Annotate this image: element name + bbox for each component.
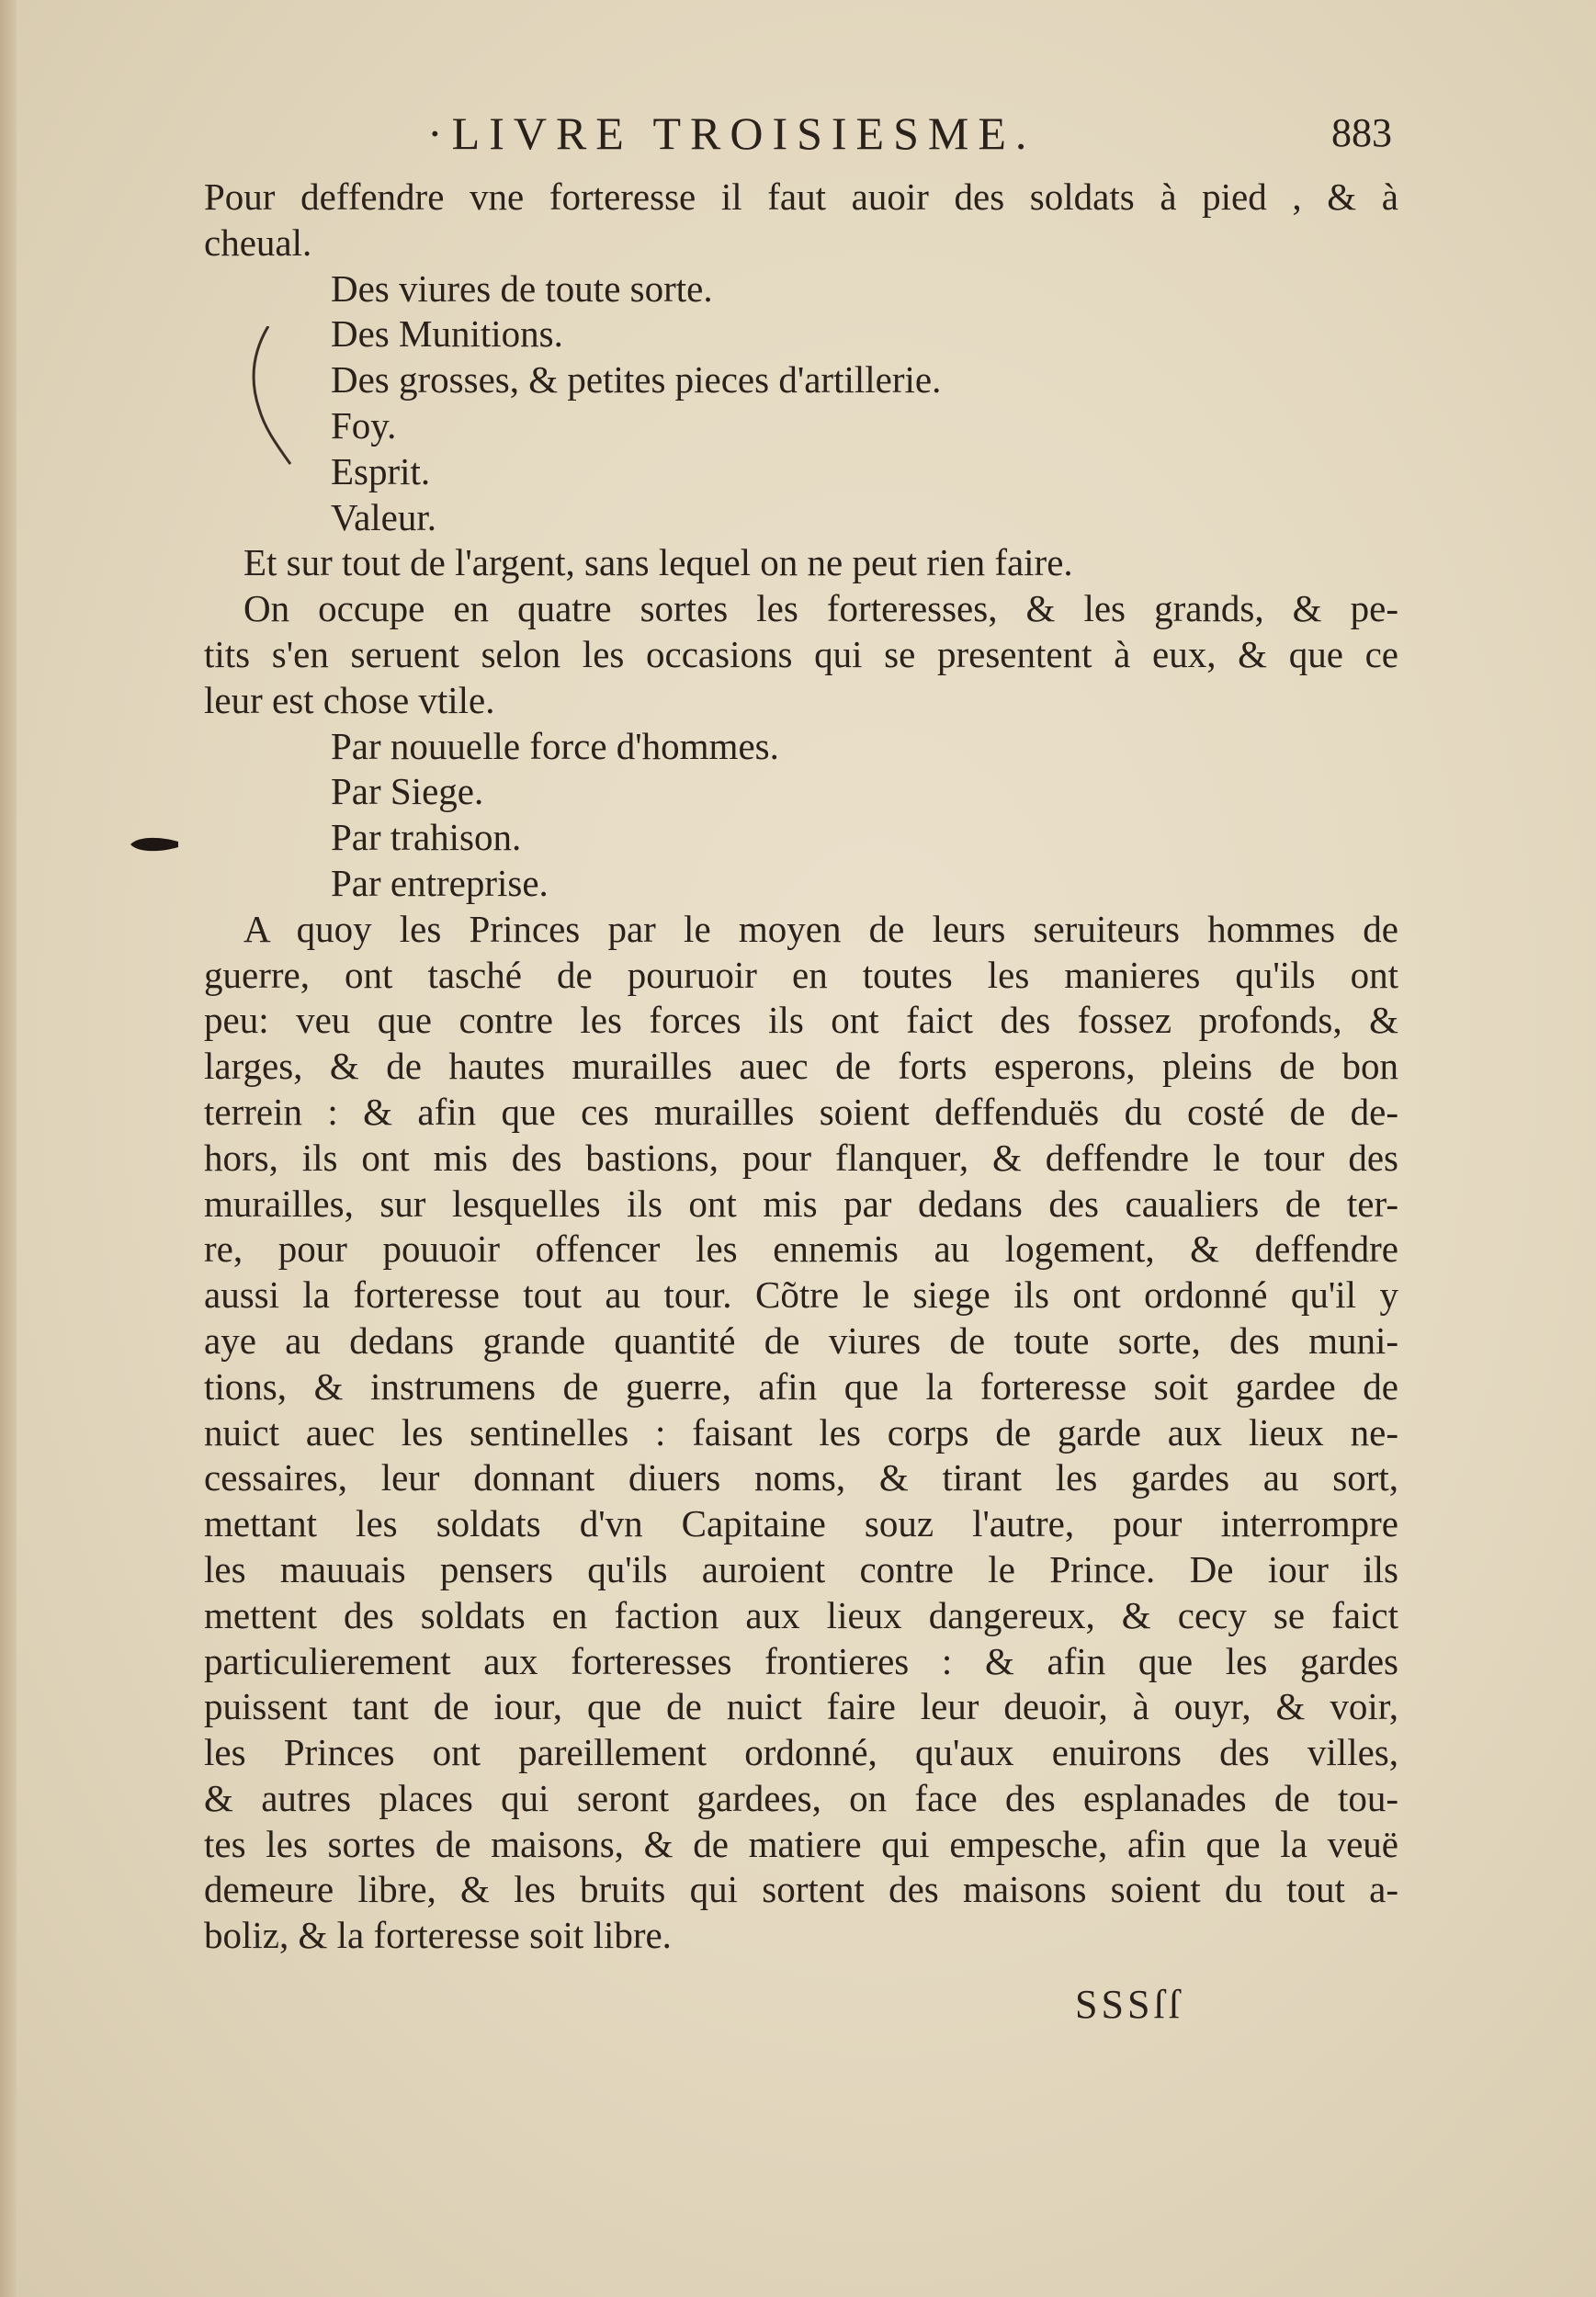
text-line: leur est chose vtile. [204,678,495,721]
text-line: terrein : & afin que ces murailles soient deffenduës du costé de de- [204,1090,1398,1133]
text-line: peu: veu que contre les forces ils ont faict des fossez profonds, & [204,999,1398,1042]
text-line: Pour deffendre vne forteresse il faut auoir des soldats à pied , & à [204,175,1398,218]
body-text [204,175,1398,1959]
text-line: aussi la forteresse tout au tour. Cõtre le siege ils ont ordonné qu'il y [204,1273,1398,1317]
running-title: ·LIVRE TROISIESME. [427,107,1036,159]
list-item: Par trahison. [331,816,522,859]
text-line: mettent des soldats en faction aux lieux dangereux, & cecy se faict [204,1593,1398,1636]
text-line: aye au dedans grande quantité de viures de toute sorte, des muni- [204,1318,1398,1362]
text-line: Et sur tout de l'argent, sans lequel on ne peut rien faire. [243,541,1073,584]
text-line: mettant les soldats d'vn Capitaine souz l'autre, pour interrompre [204,1502,1398,1545]
page-gutter-edge [0,0,17,2297]
text-line: tes les sortes de maisons, & de matiere qui empesche, afin que la veuë [204,1822,1398,1865]
signature-mark: SSSſſ [1075,1982,1183,2027]
list-item: Foy. [331,403,397,447]
text-line: & autres places qui seront gardees, on face des esplanades de tou- [204,1776,1398,1819]
list-item: Par Siege. [331,770,484,813]
text-line: tits s'en seruent selon les occasions qui se presentent à eux, & que ce [204,632,1398,675]
text-line: particulierement aux forteresses frontieres : & afin que les gardes [204,1639,1398,1682]
text-line: guerre, ont tasché de pouruoir en toutes les manieres qu'ils ont [204,953,1398,996]
text-line: demeure libre, & les bruits qui sortent des maisons soient du tout a- [204,1868,1398,1911]
text-line: tions, & instrumens de guerre, afin que la forteresse soit gardee de [204,1364,1398,1408]
manicule-pointing-hand-icon [129,834,180,854]
text-line: hors, ils ont mis des bastions, pour flanquer, & deffendre le tour des [204,1136,1398,1179]
text-line: murailles, sur lesquelles ils ont mis par dedans des caualiers de ter- [204,1182,1398,1225]
text-line: On occupe en quatre sortes les forteresses, & les grands, & pe- [243,587,1398,630]
list-item: Des grosses, & petites pieces d'artillerie. [331,358,942,402]
text-line: re, pour pouuoir offencer les ennemis au logement, & deffendre [204,1228,1398,1271]
text-line: nuict auec les sentinelles : faisant les corps de garde aux lieux ne- [204,1410,1398,1454]
text-line: cessaires, leur donnant diuers noms, & tirant les gardes au sort, [204,1456,1398,1499]
text-line: larges, & de hautes murailles auec de forts esperons, pleins de bon [204,1045,1398,1088]
list-item: Par nouuelle force d'hommes. [331,724,779,767]
list-item: Par entreprise. [331,861,549,904]
text-line: boliz, & la forteresse soit libre. [204,1914,672,1957]
text-line: cheual. [204,221,312,264]
running-head [427,101,1392,165]
text-line: A quoy les Princes par le moyen de leurs seruiteurs hommes de [243,907,1398,950]
text-line: les Princes ont pareillement ordonné, qu'aux enuirons des villes, [204,1731,1398,1774]
text-line: puissent tant de iour, que de nuict faire leur deuoir, à ouyr, & voir, [204,1685,1398,1728]
list-item: Des Munitions. [331,312,563,356]
list-item: Des viures de toute sorte. [331,266,713,310]
text-line: les mauuais pensers qu'ils auroient contre le Prince. De iour ils [204,1547,1398,1590]
list-item: Valeur. [331,495,436,538]
page-number: 883 [1331,110,1392,155]
list-item: Esprit. [331,449,431,492]
